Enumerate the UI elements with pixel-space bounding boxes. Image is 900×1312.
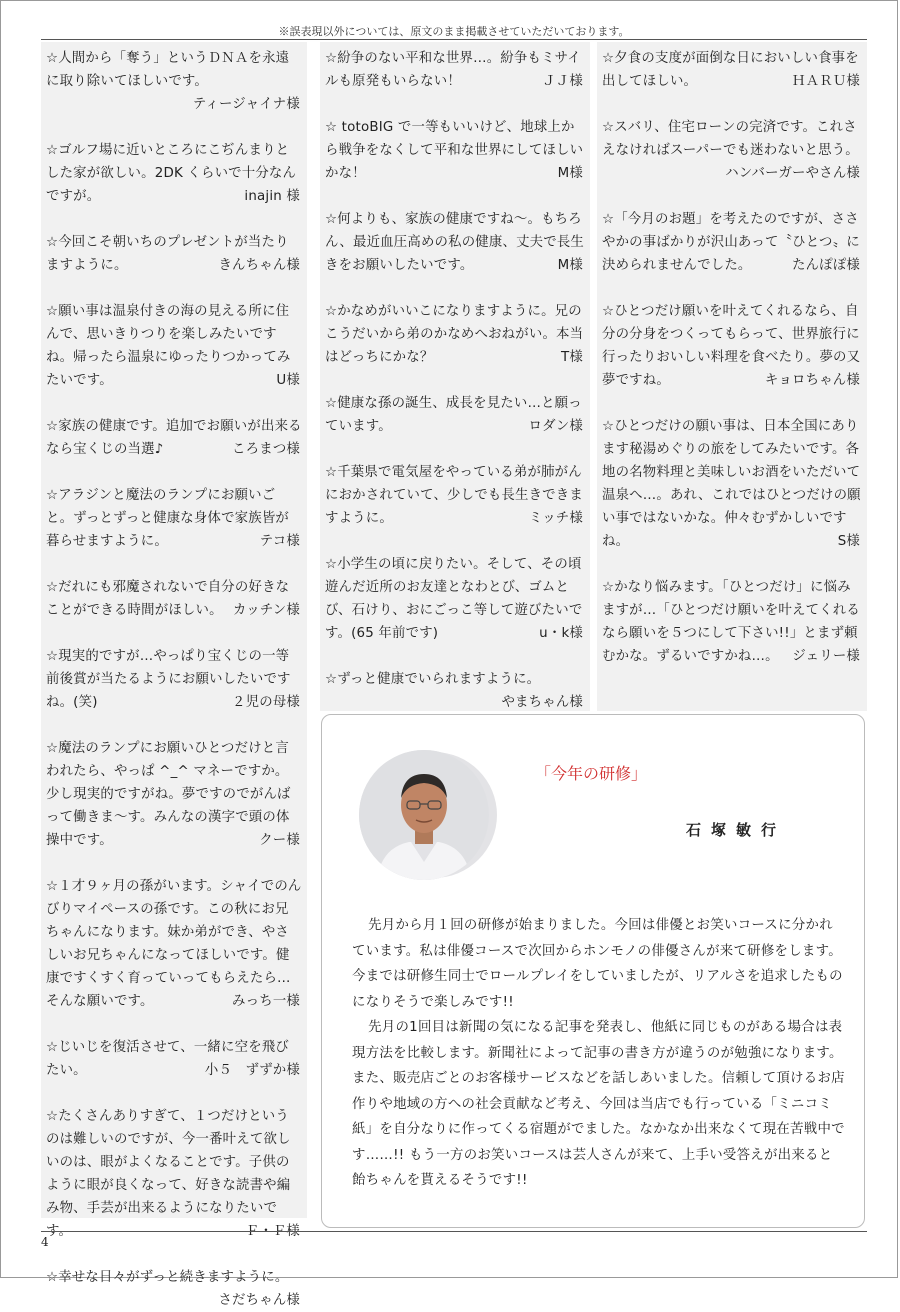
message-signature: キョロちゃん様 xyxy=(764,373,860,388)
reader-message xyxy=(46,576,302,622)
reader-message xyxy=(325,461,585,530)
message-signature: クー様 xyxy=(259,833,300,848)
message-signature: ミッチ様 xyxy=(528,511,583,526)
author-photo xyxy=(359,750,489,880)
reader-message xyxy=(602,300,862,392)
message-text: ☆夕食の支度が面倒な日においしい食事を出してほしい。 xyxy=(602,51,859,89)
message-text: ☆だれにも邪魔されないで自分の好きなことができる時間がほしい。 xyxy=(46,580,290,618)
reader-message xyxy=(602,415,862,553)
message-text: ☆ゴルフ場に近いところにこぢんまりとした家が欲しい。2DK くらいで十分なんですが。 xyxy=(46,143,297,204)
message-text: ☆紛争のない平和な世界…。紛争もミサイルも原発もいらない！ xyxy=(325,51,581,89)
reader-message xyxy=(46,484,302,553)
message-text: ☆人間から「奪う」というＤＮＡを永遠に取り除いてほしいです。 xyxy=(46,51,290,89)
message-signature: さだちゃん様 xyxy=(218,1293,300,1308)
message-signature: きんちゃん様 xyxy=(218,258,300,273)
reader-message xyxy=(46,1266,302,1312)
column-middle xyxy=(320,42,590,711)
reader-message xyxy=(602,47,862,93)
message-text: ☆何よりも、家族の健康ですね〜。もちろん、最近血圧高めの私の健康、丈夫で長生きをお願いしたいです。 xyxy=(325,212,585,273)
message-signature: カッチン様 xyxy=(232,603,300,618)
reader-message xyxy=(46,1036,302,1082)
reader-message xyxy=(46,875,302,1013)
message-signature: ＨＡＲＵ様 xyxy=(792,74,860,89)
message-signature: 小５ ずずか様 xyxy=(204,1063,300,1078)
message-signature: u・k様 xyxy=(539,626,583,641)
message-signature: ２児の母様 xyxy=(232,695,300,710)
reader-message xyxy=(325,392,585,438)
message-signature: S様 xyxy=(837,534,860,549)
message-text: ☆ずっと健康でいられますように。 xyxy=(325,672,541,687)
message-text: ☆今回こそ朝いちのプレゼントが当たりますように。 xyxy=(46,235,289,273)
message-text: ☆じいじを復活させて、一緒に空を飛びたい。 xyxy=(46,1040,289,1078)
reader-message xyxy=(46,300,302,392)
message-text: ☆幸せな日々がずっと続きますように。 xyxy=(46,1270,289,1285)
reader-message xyxy=(46,47,302,116)
column-left xyxy=(41,42,307,1308)
message-signature: U様 xyxy=(276,373,300,388)
message-signature: Ｆ・Ｆ様 xyxy=(245,1224,300,1239)
reader-message xyxy=(46,139,302,208)
reader-message xyxy=(602,208,862,277)
column-right xyxy=(597,42,867,711)
reader-message xyxy=(46,645,302,714)
reader-message xyxy=(602,116,862,185)
message-text: ☆１才９ヶ月の孫がいます。シャイでのんびりマイペースの孫です。この秋にお兄ちゃんになります。妹か弟ができ、やさしいお兄ちゃんになってほしいです。健康ですくすく育っていってもらえたら…そんな願いです。 xyxy=(46,879,302,1009)
message-text: ☆願い事は温泉付きの海の見える所に住んで、思いきりつりを楽しみたいですね。帰ったら温泉にゆったりつかってみたいです。 xyxy=(46,304,291,388)
reader-message xyxy=(325,116,585,185)
message-text: ☆アラジンと魔法のランプにお願いごと。ずっとずっと健康な身体で家族皆が暮らせますように。 xyxy=(46,488,290,549)
disclaimer-note: ※誤表現以外については、原文のまま掲載させていただいております。 xyxy=(278,25,630,38)
message-text: ☆現実的ですが…やっぱり宝くじの一等前後賞が当たるようにお願いしたいですね。(笑) xyxy=(46,649,291,710)
reader-message xyxy=(325,300,585,369)
reader-message xyxy=(46,1105,302,1243)
article-author: 石塚敏行 xyxy=(686,821,787,839)
message-signature: inajin 様 xyxy=(244,189,300,204)
message-text: ☆ totoBIG で一等もいいけど、地球上から戦争をなくして平和な世界にしてほしいかな！ xyxy=(325,120,584,181)
message-signature: ころまつ様 xyxy=(232,442,300,457)
reader-message xyxy=(46,231,302,277)
message-text: ☆かなり悩みます。「ひとつだけ」に悩みますが…「ひとつだけ願いを叶えてくれるなら願いを５つにして下さい!!」とまず頼むかな。ずるいですかね…。 xyxy=(602,580,860,664)
reader-message xyxy=(46,737,302,852)
message-text: ☆千葉県で電気屋をやっている弟が肺がんにおかされていて、少しでも長生きできますように。 xyxy=(325,465,583,526)
message-text: ☆家族の健康です。追加でお願いが出来るなら宝くじの当選♪ xyxy=(46,419,302,457)
training-article xyxy=(321,714,865,1228)
message-text: ☆「今月のお題」を考えたのですが、ささやかの事ばかりが沢山あって〝ひとつ〟に決められませんでした。 xyxy=(602,212,860,273)
message-signature: M様 xyxy=(557,258,583,273)
reader-message xyxy=(325,47,585,93)
article-paragraph: 先月から月１回の研修が始まりました。今回は俳優とお笑いコースに分かれています。私は俳優コースで次回からホンモノの俳優さんが来て研修をします。今までは研修生同士でロールプレイをしていましたが、リアルさを追求したものになりそうで楽しみです!! xyxy=(352,918,843,1010)
message-text: ☆スバリ、住宅ローンの完済です。これさえなければスーパーでも迷わないと思う。 xyxy=(602,120,859,158)
top-divider xyxy=(41,39,867,40)
message-text: ☆たくさんありすぎて、１つだけというのは難しいのですが、今一番叶えて欲しいのは、眼がよくなることです。子供のように眼が良くなって、好きな読書や編み物、手芸が出来るようになりたいです。 xyxy=(46,1109,291,1239)
bottom-divider xyxy=(41,1231,867,1232)
message-signature: M様 xyxy=(557,166,583,181)
message-signature: ハンバーガーやさん様 xyxy=(725,166,860,181)
message-text: ☆小学生の頃に戻りたい。そして、その頃遊んだ近所のお友達となわとび、ゴムとび、石けり、おにごっこ等して遊びたいです。(65 年前です) xyxy=(325,557,583,641)
message-signature: ジェリー様 xyxy=(792,649,860,664)
article-paragraph: 先月の1回目は新聞の気になる記事を発表し、他紙に同じものがある場合は表現方法を比較します。新聞社によって記事の書き方が違うのが勉強になります。また、販売店ごとのお客様サービスなどを話しあいました。信頼して頂けるお店作りや地域の方への社会貢献など考え、今回は当店でも行っている「ミニコミ紙」を自分なりに作ってくる宿題がでました。なかなか出来なくて現在苦戦中です……!! もう一方のお笑いコースは芸人さんが来て、上手い受答えが出来ると飴ちゃんを貰えるそうです!! xyxy=(352,1020,845,1188)
message-text: ☆ひとつだけ願いを叶えてくれるなら、自分の分身をつくってもらって、世界旅行に行ったりおいしい料理を食べたり。夢の又夢ですね。 xyxy=(602,304,861,388)
article-body xyxy=(352,913,846,1194)
message-signature: みっち一様 xyxy=(232,994,300,1009)
article-title: 「今年の研修」 xyxy=(535,764,648,783)
message-signature: ＪＪ様 xyxy=(542,74,583,89)
message-text: ☆健康な孫の誕生、成長を見たい…と願っています。 xyxy=(325,396,582,434)
message-signature: たんぽぽ様 xyxy=(792,258,860,273)
message-signature: ロダン様 xyxy=(528,419,583,434)
message-signature: T様 xyxy=(561,350,583,365)
author-portrait-illustration xyxy=(359,750,489,880)
reader-message xyxy=(325,553,585,645)
reader-message xyxy=(325,668,585,714)
message-signature: ティージャイナ様 xyxy=(192,97,300,112)
message-signature: テコ様 xyxy=(259,534,300,549)
reader-message xyxy=(325,208,585,277)
reader-message xyxy=(46,415,302,461)
page-number: 4 xyxy=(41,1235,49,1249)
message-text: ☆ひとつだけの願い事は、日本全国にあります秘湯めぐりの旅をしてみたいです。各地の名物料理と美味しいお酒をいただいて温泉へ…。あれ、これではひとつだけの願い事ではないかな。仲々むずかしいですね。 xyxy=(602,419,861,549)
message-text: ☆魔法のランプにお願いひとつだけと言われたら、やっぱ ^_^ マネーですか。少し現実的ですがね。夢ですのでがんばって働きま〜す。みんなの漢字で頭の体操中です。 xyxy=(46,741,291,848)
message-text: ☆かなめがいいこになりますように。兄のこうだいから弟のかなめへおねがい。本当はどっちにかな？ xyxy=(325,304,584,365)
message-signature: やまちゃん様 xyxy=(501,695,583,710)
reader-message xyxy=(602,576,862,668)
